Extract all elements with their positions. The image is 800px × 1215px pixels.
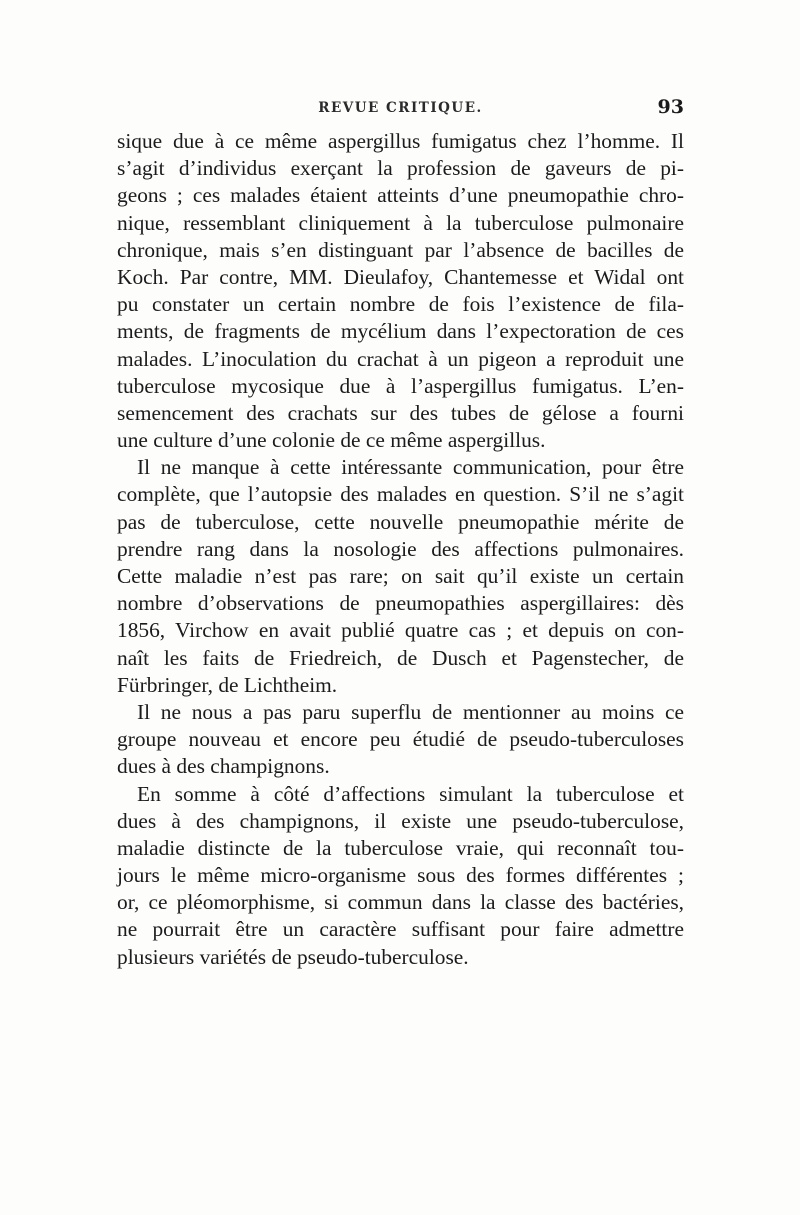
text-line: nombre d’observations de pneumopathies aspergillaires: dès — [117, 591, 684, 616]
text-line: ments, de fragments de mycélium dans l’expectoration de ces — [117, 319, 684, 344]
text-line: dues à des champignons. — [117, 754, 330, 779]
text-line: tuberculose mycosique due à l’aspergillus fumigatus. L’en- — [117, 373, 684, 398]
paragraph — [117, 699, 684, 781]
page-header — [117, 96, 684, 126]
text-line: complète, que l’autopsie des malades en question. S’il ne s’agit — [117, 482, 684, 507]
text-line: s’agit d’individus exerçant la profession de gaveurs de pi- — [117, 156, 684, 181]
paragraph — [117, 454, 684, 699]
text-line: chronique, mais s’en distinguant par l’absence de bacilles de — [117, 237, 684, 262]
text-line: Fürbringer, de Lichtheim. — [117, 672, 338, 697]
paragraph — [117, 128, 684, 454]
text-line: Koch. Par contre, MM. Dieulafoy, Chantemesse et Widal ont — [117, 264, 684, 289]
text-line: Il ne nous a pas paru superflu de mentionner au moins ce — [137, 699, 684, 724]
text-line: une culture d’une colonie de ce même aspergillus. — [117, 428, 546, 453]
running-head: REVUE CRITIQUE. — [318, 100, 483, 116]
text-line: geons ; ces malades étaient atteints d’une pneumopathie chro- — [117, 183, 684, 208]
text-line: groupe nouveau et encore peu étudié de pseudo-tuberculoses — [117, 727, 684, 752]
paragraph — [117, 781, 684, 971]
text-line: Il ne manque à cette intéressante communication, pour être — [137, 455, 684, 480]
text-line: jours le même micro-organisme sous des formes différentes ; — [117, 863, 684, 888]
text-line: pu constater un certain nombre de fois l’existence de fila- — [117, 292, 684, 317]
text-line: ne pourrait être un caractère suffisant pour faire admettre — [117, 917, 684, 942]
text-line: Cette maladie n’est pas rare; on sait qu’il existe un certain — [117, 564, 684, 588]
text-line: or, ce pléomorphisme, si commun dans la classe des bactéries, — [117, 890, 684, 915]
text-line: dues à des champignons, il existe une pseudo-tuberculose, — [117, 808, 684, 833]
text-line: 1856, Virchow en avait publié quatre cas ; et depuis on con- — [117, 618, 684, 643]
text-line: semencement des crachats sur des tubes de gélose a fourni — [117, 400, 684, 425]
text-line: naît les faits de Friedreich, de Dusch et Pagenstecher, de — [117, 645, 684, 670]
text-line: nique, ressemblant cliniquement à la tuberculose pulmonaire — [117, 210, 684, 235]
text-line: sique due à ce même aspergillus fumigatus chez l’homme. Il — [117, 129, 684, 153]
text-line: En somme à côté d’affections simulant la tuberculose et — [137, 781, 684, 806]
text-line: plusieurs variétés de pseudo-tuberculose. — [117, 944, 469, 969]
text-line: malades. L’inoculation du crachat à un pigeon a reproduit une — [117, 346, 684, 371]
text-line: maladie distincte de la tuberculose vraie, qui reconnaît tou- — [117, 835, 684, 860]
text-line: prendre rang dans la nosologie des affections pulmonaires. — [117, 536, 684, 561]
body-text — [117, 128, 684, 971]
text-line: pas de tuberculose, cette nouvelle pneumopathie mérite de — [117, 509, 684, 534]
page-number: 93 — [657, 96, 684, 118]
